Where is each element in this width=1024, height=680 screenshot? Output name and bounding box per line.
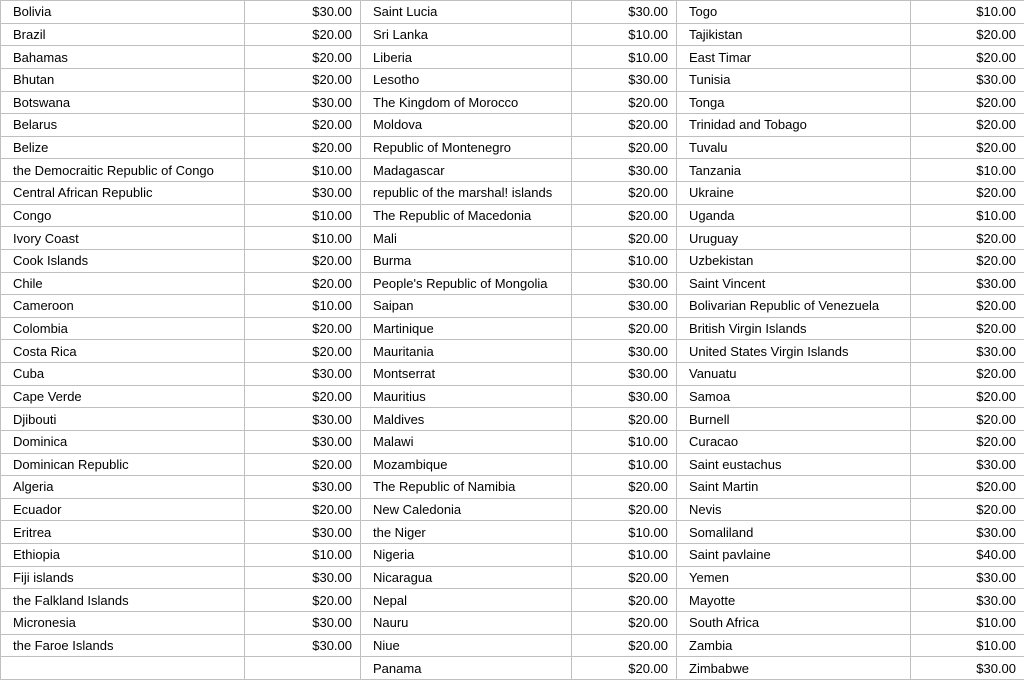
price-cell[interactable]: $20.00 bbox=[911, 114, 1024, 137]
price-cell[interactable]: $30.00 bbox=[572, 340, 677, 363]
table-row bbox=[1, 521, 1024, 544]
country-cell[interactable]: Madagascar bbox=[361, 159, 572, 182]
price-cell[interactable]: $20.00 bbox=[572, 566, 677, 589]
country-cell[interactable]: Dominica bbox=[1, 430, 245, 453]
price-cell[interactable]: $30.00 bbox=[572, 385, 677, 408]
country-cell[interactable]: Mayotte bbox=[677, 589, 911, 612]
country-cell[interactable]: The Republic of Namibia bbox=[361, 476, 572, 499]
country-cell[interactable]: Belize bbox=[1, 136, 245, 159]
price-cell[interactable]: $30.00 bbox=[911, 272, 1024, 295]
price-cell[interactable]: $30.00 bbox=[911, 68, 1024, 91]
price-cell[interactable] bbox=[245, 657, 361, 680]
price-cell[interactable]: $20.00 bbox=[911, 476, 1024, 499]
price-cell[interactable]: $30.00 bbox=[911, 566, 1024, 589]
country-cell[interactable]: Mali bbox=[361, 227, 572, 250]
country-cell[interactable]: Ecuador bbox=[1, 498, 245, 521]
table-row bbox=[1, 611, 1024, 634]
price-cell[interactable]: $30.00 bbox=[245, 634, 361, 657]
price-cell[interactable]: $20.00 bbox=[245, 136, 361, 159]
price-cell[interactable]: $30.00 bbox=[572, 1, 677, 24]
country-cell[interactable]: Lesotho bbox=[361, 68, 572, 91]
country-cell[interactable]: Cuba bbox=[1, 363, 245, 386]
price-cell[interactable]: $10.00 bbox=[911, 611, 1024, 634]
table-row bbox=[1, 385, 1024, 408]
country-cell[interactable]: People's Republic of Mongolia bbox=[361, 272, 572, 295]
price-cell[interactable]: $20.00 bbox=[245, 589, 361, 612]
table-row bbox=[1, 589, 1024, 612]
country-cell[interactable]: Panama bbox=[361, 657, 572, 680]
price-cell[interactable]: $10.00 bbox=[245, 227, 361, 250]
price-cell[interactable]: $20.00 bbox=[911, 249, 1024, 272]
table-row bbox=[1, 363, 1024, 386]
price-cell[interactable]: $30.00 bbox=[572, 272, 677, 295]
price-cell[interactable]: $20.00 bbox=[911, 136, 1024, 159]
price-cell[interactable]: $20.00 bbox=[572, 408, 677, 431]
country-cell[interactable]: Cape Verde bbox=[1, 385, 245, 408]
table-row bbox=[1, 498, 1024, 521]
country-cell[interactable]: Liberia bbox=[361, 46, 572, 69]
country-cell[interactable]: Uruguay bbox=[677, 227, 911, 250]
table-row bbox=[1, 453, 1024, 476]
country-cell[interactable]: Fiji islands bbox=[1, 566, 245, 589]
table-row bbox=[1, 159, 1024, 182]
country-cell[interactable]: Costa Rica bbox=[1, 340, 245, 363]
country-cell[interactable]: Tanzania bbox=[677, 159, 911, 182]
country-cell[interactable]: the Niger bbox=[361, 521, 572, 544]
price-cell[interactable]: $10.00 bbox=[572, 249, 677, 272]
price-cell[interactable]: $30.00 bbox=[245, 408, 361, 431]
table-row bbox=[1, 634, 1024, 657]
country-cell[interactable]: Burma bbox=[361, 249, 572, 272]
price-cell[interactable]: $20.00 bbox=[911, 23, 1024, 46]
country-cell[interactable]: Somaliland bbox=[677, 521, 911, 544]
country-cell[interactable]: Nauru bbox=[361, 611, 572, 634]
price-cell[interactable]: $20.00 bbox=[245, 453, 361, 476]
price-cell[interactable]: $30.00 bbox=[911, 521, 1024, 544]
country-cell[interactable]: Ivory Coast bbox=[1, 227, 245, 250]
price-cell[interactable]: $20.00 bbox=[245, 498, 361, 521]
price-cell[interactable]: $20.00 bbox=[911, 317, 1024, 340]
price-cell[interactable]: $30.00 bbox=[245, 182, 361, 205]
country-cell[interactable]: Malawi bbox=[361, 430, 572, 453]
price-cell[interactable]: $30.00 bbox=[911, 340, 1024, 363]
country-cell[interactable]: Belarus bbox=[1, 114, 245, 137]
country-cell[interactable]: Samoa bbox=[677, 385, 911, 408]
country-cell[interactable]: Botswana bbox=[1, 91, 245, 114]
table-row bbox=[1, 408, 1024, 431]
country-cell[interactable]: Nepal bbox=[361, 589, 572, 612]
country-cell[interactable]: Bolivia bbox=[1, 1, 245, 24]
price-cell[interactable]: $20.00 bbox=[572, 657, 677, 680]
country-cell[interactable]: Tonga bbox=[677, 91, 911, 114]
price-cell[interactable]: $20.00 bbox=[245, 46, 361, 69]
country-cell[interactable]: Nevis bbox=[677, 498, 911, 521]
country-cell[interactable]: Yemen bbox=[677, 566, 911, 589]
price-cell[interactable]: $30.00 bbox=[245, 430, 361, 453]
price-cell[interactable]: $20.00 bbox=[911, 46, 1024, 69]
country-cell[interactable]: Bhutan bbox=[1, 68, 245, 91]
country-cell[interactable]: Chile bbox=[1, 272, 245, 295]
price-cell[interactable]: $20.00 bbox=[245, 272, 361, 295]
country-cell[interactable]: British Virgin Islands bbox=[677, 317, 911, 340]
price-cell[interactable]: $30.00 bbox=[911, 453, 1024, 476]
price-cell[interactable]: $10.00 bbox=[572, 46, 677, 69]
table-row bbox=[1, 114, 1024, 137]
table-row bbox=[1, 657, 1024, 680]
country-cell[interactable]: The Kingdom of Morocco bbox=[361, 91, 572, 114]
price-cell[interactable]: $20.00 bbox=[572, 611, 677, 634]
table-row bbox=[1, 182, 1024, 205]
price-cell[interactable]: $10.00 bbox=[245, 295, 361, 318]
price-cell[interactable]: $20.00 bbox=[911, 295, 1024, 318]
country-cell[interactable]: the Democraitic Republic of Congo bbox=[1, 159, 245, 182]
country-cell[interactable]: South Africa bbox=[677, 611, 911, 634]
country-cell[interactable]: Tajikistan bbox=[677, 23, 911, 46]
price-cell[interactable]: $10.00 bbox=[911, 204, 1024, 227]
price-cell[interactable]: $20.00 bbox=[572, 136, 677, 159]
country-cell[interactable] bbox=[1, 657, 245, 680]
price-cell[interactable]: $20.00 bbox=[572, 204, 677, 227]
price-cell[interactable]: $30.00 bbox=[245, 611, 361, 634]
table-row bbox=[1, 91, 1024, 114]
country-cell[interactable]: Curacao bbox=[677, 430, 911, 453]
country-cell[interactable]: Tuvalu bbox=[677, 136, 911, 159]
country-cell[interactable]: Saint Martin bbox=[677, 476, 911, 499]
table-row bbox=[1, 249, 1024, 272]
price-cell[interactable]: $10.00 bbox=[911, 1, 1024, 24]
table-row bbox=[1, 227, 1024, 250]
price-cell[interactable]: $20.00 bbox=[572, 634, 677, 657]
price-cell[interactable]: $20.00 bbox=[572, 476, 677, 499]
price-cell[interactable]: $10.00 bbox=[245, 544, 361, 567]
price-cell[interactable]: $30.00 bbox=[245, 363, 361, 386]
table-row bbox=[1, 317, 1024, 340]
price-cell[interactable]: $20.00 bbox=[911, 91, 1024, 114]
country-cell[interactable]: Nicaragua bbox=[361, 566, 572, 589]
country-cell[interactable]: Saint Vincent bbox=[677, 272, 911, 295]
country-cell[interactable]: Saint eustachus bbox=[677, 453, 911, 476]
country-cell[interactable]: Saint pavlaine bbox=[677, 544, 911, 567]
price-cell[interactable]: $10.00 bbox=[245, 159, 361, 182]
country-cell[interactable]: New Caledonia bbox=[361, 498, 572, 521]
table-row bbox=[1, 68, 1024, 91]
price-cell[interactable]: $30.00 bbox=[572, 363, 677, 386]
country-cell[interactable]: Bahamas bbox=[1, 46, 245, 69]
table-row bbox=[1, 272, 1024, 295]
price-cell[interactable]: $20.00 bbox=[572, 317, 677, 340]
price-cell[interactable]: $30.00 bbox=[245, 476, 361, 499]
price-cell[interactable]: $20.00 bbox=[572, 182, 677, 205]
country-cell[interactable]: Martinique bbox=[361, 317, 572, 340]
price-cell[interactable]: $20.00 bbox=[572, 114, 677, 137]
price-cell[interactable]: $20.00 bbox=[572, 498, 677, 521]
table-row bbox=[1, 340, 1024, 363]
country-cell[interactable]: Colombia bbox=[1, 317, 245, 340]
price-cell[interactable]: $30.00 bbox=[245, 91, 361, 114]
country-cell[interactable]: the Falkland Islands bbox=[1, 589, 245, 612]
price-cell[interactable]: $20.00 bbox=[245, 340, 361, 363]
country-cell[interactable]: Congo bbox=[1, 204, 245, 227]
country-cell[interactable]: Ukraine bbox=[677, 182, 911, 205]
price-cell[interactable]: $20.00 bbox=[911, 498, 1024, 521]
price-cell[interactable]: $20.00 bbox=[572, 91, 677, 114]
price-cell[interactable]: $20.00 bbox=[572, 227, 677, 250]
price-cell[interactable]: $20.00 bbox=[245, 68, 361, 91]
country-cell[interactable]: Brazil bbox=[1, 23, 245, 46]
country-cell[interactable]: Central African Republic bbox=[1, 182, 245, 205]
country-cell[interactable]: republic of the marshal! islands bbox=[361, 182, 572, 205]
country-cell[interactable]: Trinidad and Tobago bbox=[677, 114, 911, 137]
country-cell[interactable]: Sri Lanka bbox=[361, 23, 572, 46]
country-cell[interactable]: Cook Islands bbox=[1, 249, 245, 272]
table-row bbox=[1, 295, 1024, 318]
country-cell[interactable]: Bolivarian Republic of Venezuela bbox=[677, 295, 911, 318]
country-cell[interactable]: Micronesia bbox=[1, 611, 245, 634]
price-cell[interactable]: $20.00 bbox=[911, 430, 1024, 453]
country-cell[interactable]: Zambia bbox=[677, 634, 911, 657]
country-cell[interactable]: Cameroon bbox=[1, 295, 245, 318]
country-cell[interactable]: Zimbabwe bbox=[677, 657, 911, 680]
table-row bbox=[1, 23, 1024, 46]
price-cell[interactable]: $10.00 bbox=[911, 634, 1024, 657]
country-cell[interactable]: Burnell bbox=[677, 408, 911, 431]
country-cell[interactable]: Mozambique bbox=[361, 453, 572, 476]
price-cell[interactable]: $20.00 bbox=[911, 385, 1024, 408]
table-row bbox=[1, 566, 1024, 589]
country-cell[interactable]: Vanuatu bbox=[677, 363, 911, 386]
country-cell[interactable]: Saint Lucia bbox=[361, 1, 572, 24]
country-cell[interactable]: Moldova bbox=[361, 114, 572, 137]
country-cell[interactable]: Maldives bbox=[361, 408, 572, 431]
country-cell[interactable]: Uganda bbox=[677, 204, 911, 227]
price-cell[interactable]: $20.00 bbox=[911, 363, 1024, 386]
country-cell[interactable]: United States Virgin Islands bbox=[677, 340, 911, 363]
price-cell[interactable]: $30.00 bbox=[572, 159, 677, 182]
table-row bbox=[1, 544, 1024, 567]
price-cell[interactable]: $10.00 bbox=[572, 544, 677, 567]
price-cell[interactable]: $20.00 bbox=[911, 408, 1024, 431]
price-cell[interactable]: $10.00 bbox=[572, 430, 677, 453]
price-cell[interactable]: $40.00 bbox=[911, 544, 1024, 567]
price-table-body bbox=[1, 1, 1024, 680]
table-row bbox=[1, 204, 1024, 227]
country-cell[interactable]: Saipan bbox=[361, 295, 572, 318]
country-cell[interactable]: Ethiopia bbox=[1, 544, 245, 567]
country-cell[interactable]: Mauritania bbox=[361, 340, 572, 363]
price-cell[interactable]: $20.00 bbox=[245, 114, 361, 137]
price-cell[interactable]: $10.00 bbox=[572, 23, 677, 46]
country-cell[interactable]: Uzbekistan bbox=[677, 249, 911, 272]
country-cell[interactable]: Djibouti bbox=[1, 408, 245, 431]
country-cell[interactable]: Dominican Republic bbox=[1, 453, 245, 476]
country-cell[interactable]: Eritrea bbox=[1, 521, 245, 544]
country-cell[interactable]: Montserrat bbox=[361, 363, 572, 386]
country-cell[interactable]: Algeria bbox=[1, 476, 245, 499]
table-row bbox=[1, 1, 1024, 24]
price-cell[interactable]: $20.00 bbox=[245, 23, 361, 46]
table-row bbox=[1, 430, 1024, 453]
price-cell[interactable]: $10.00 bbox=[572, 521, 677, 544]
country-cell[interactable]: East Timar bbox=[677, 46, 911, 69]
price-cell[interactable]: $20.00 bbox=[245, 249, 361, 272]
price-cell[interactable]: $20.00 bbox=[911, 182, 1024, 205]
table-row bbox=[1, 46, 1024, 69]
price-cell[interactable]: $20.00 bbox=[911, 227, 1024, 250]
country-cell[interactable]: Nigeria bbox=[361, 544, 572, 567]
price-cell[interactable]: $30.00 bbox=[572, 295, 677, 318]
price-cell[interactable]: $10.00 bbox=[572, 453, 677, 476]
price-cell[interactable]: $10.00 bbox=[245, 204, 361, 227]
price-cell[interactable]: $30.00 bbox=[572, 68, 677, 91]
country-cell[interactable]: Republic of Montenegro bbox=[361, 136, 572, 159]
price-cell[interactable]: $20.00 bbox=[245, 317, 361, 340]
price-cell[interactable]: $30.00 bbox=[245, 1, 361, 24]
country-cell[interactable]: Tunisia bbox=[677, 68, 911, 91]
country-cell[interactable]: The Republic of Macedonia bbox=[361, 204, 572, 227]
price-cell[interactable]: $30.00 bbox=[245, 521, 361, 544]
country-cell[interactable]: Niue bbox=[361, 634, 572, 657]
country-cell[interactable]: Mauritius bbox=[361, 385, 572, 408]
price-cell[interactable]: $30.00 bbox=[911, 657, 1024, 680]
price-cell[interactable]: $20.00 bbox=[572, 589, 677, 612]
price-cell[interactable]: $30.00 bbox=[911, 589, 1024, 612]
table-row bbox=[1, 476, 1024, 499]
price-cell[interactable]: $30.00 bbox=[245, 566, 361, 589]
country-cell[interactable]: Togo bbox=[677, 1, 911, 24]
country-cell[interactable]: the Faroe Islands bbox=[1, 634, 245, 657]
table-row bbox=[1, 136, 1024, 159]
price-cell[interactable]: $20.00 bbox=[245, 385, 361, 408]
price-cell[interactable]: $10.00 bbox=[911, 159, 1024, 182]
